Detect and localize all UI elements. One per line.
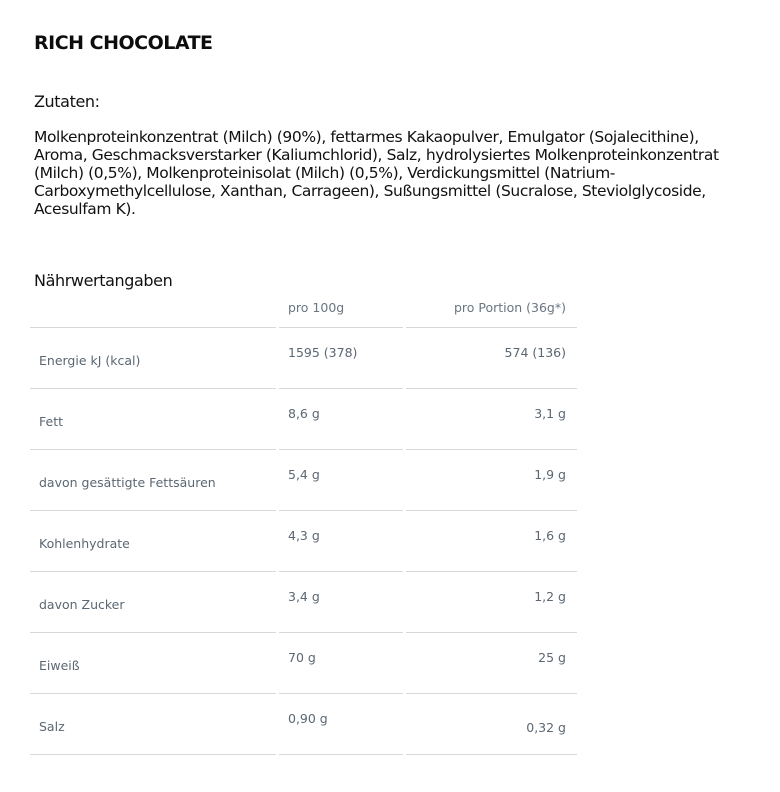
header-cell-perportion	[406, 294, 577, 328]
table-row	[30, 633, 577, 694]
row-label-cell	[30, 572, 276, 633]
row-per100g-cell	[279, 328, 403, 389]
row-per100g: 0,90 g	[288, 711, 328, 726]
row-label: Fett	[39, 414, 63, 429]
row-label: davon Zucker	[39, 597, 125, 612]
row-per100g-cell	[279, 633, 403, 694]
ingredients-text: Molkenproteinkonzentrat (Milch) (90%), fettarmes Kakaopulver, Emulgator (Sojalecithine), Aroma, Geschmacksverstarker (Kaliumchlorid), Salz, hydrolysiertes Molkenproteinkonzentrat (Milch) (0,5%), Molkenproteinisolat (Milch) (0,5%), Verdickungsmittel (Natrium-Carboxymethylcellulose, Xanthan, Carrageen), Sußungsmittel (Sucralose, Steviolglycoside, Acesulfam K).	[34, 128, 719, 218]
table-row	[30, 511, 577, 572]
row-perportion: 1,9 g	[534, 467, 566, 482]
table-row	[30, 694, 577, 755]
row-perportion-cell	[406, 572, 577, 633]
row-label-cell	[30, 450, 276, 511]
product-title: RICH CHOCOLATE	[34, 32, 213, 54]
row-perportion: 3,1 g	[534, 406, 566, 421]
row-label: Salz	[39, 719, 65, 734]
row-label-cell	[30, 694, 276, 755]
row-label-cell	[30, 633, 276, 694]
row-label-cell	[30, 328, 276, 389]
row-label: Kohlenhydrate	[39, 536, 130, 551]
row-per100g: 8,6 g	[288, 406, 320, 421]
row-per100g: 5,4 g	[288, 467, 320, 482]
row-perportion: 0,32 g	[526, 720, 566, 735]
table-row	[30, 389, 577, 450]
nutrition-table	[30, 294, 577, 755]
row-perportion: 1,2 g	[534, 589, 566, 604]
header-per100g: pro 100g	[288, 300, 345, 315]
table-row	[30, 572, 577, 633]
row-per100g: 1595 (378)	[288, 345, 358, 360]
row-per100g-cell	[279, 572, 403, 633]
row-per100g-cell	[279, 450, 403, 511]
row-per100g-cell	[279, 694, 403, 755]
header-cell-per100g	[279, 294, 403, 328]
row-per100g: 4,3 g	[288, 528, 320, 543]
header-cell-label	[30, 294, 276, 328]
row-perportion: 1,6 g	[534, 528, 566, 543]
row-perportion-cell	[406, 633, 577, 694]
table-row	[30, 328, 577, 389]
row-per100g-cell	[279, 511, 403, 572]
row-label: davon gesättigte Fettsäuren	[39, 475, 216, 490]
row-perportion-cell	[406, 511, 577, 572]
row-label-cell	[30, 511, 276, 572]
table-header-row	[30, 294, 577, 328]
row-label: Eiweiß	[39, 658, 80, 673]
table-row	[30, 450, 577, 511]
row-perportion-cell	[406, 450, 577, 511]
row-perportion-cell	[406, 328, 577, 389]
row-per100g-cell	[279, 389, 403, 450]
row-perportion: 574 (136)	[504, 345, 566, 360]
nutrition-title: Nährwertangaben	[34, 271, 173, 290]
row-perportion-cell	[406, 389, 577, 450]
ingredients-label: Zutaten:	[34, 92, 100, 111]
row-perportion: 25 g	[538, 650, 566, 665]
row-perportion-cell	[406, 694, 577, 755]
row-label: Energie kJ (kcal)	[39, 353, 141, 368]
row-per100g: 3,4 g	[288, 589, 320, 604]
row-label-cell	[30, 389, 276, 450]
header-perportion: pro Portion (36g*)	[453, 300, 566, 315]
row-per100g: 70 g	[288, 650, 316, 665]
